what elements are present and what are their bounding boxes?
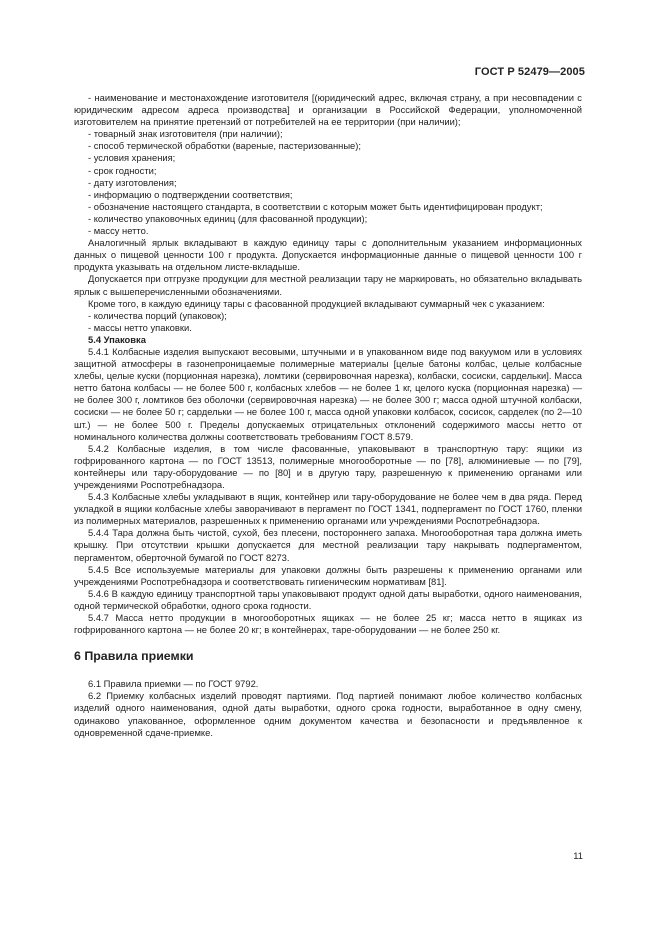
paragraph: 6.2 Приемку колбасных изделий проводят партиями. Под партией понимают любое количество колбасных изделий одного наименования, одной даты выработки, одного срока годности, выработанное в одну смену, одинаково упакованное, оформленное одним документом качества и безопасности и предъявленное к одновременной сдаче-приемке. — [74, 690, 582, 738]
section-heading: 6 Правила приемки — [74, 649, 194, 664]
paragraph: - товарный знак изготовителя (при наличии); — [88, 128, 283, 140]
page-number: 11 — [573, 850, 583, 861]
paragraph: - обозначение настоящего стандарта, в соответствии с которым может быть идентифицирован продукт; — [88, 200, 543, 212]
paragraph: Кроме того, в каждую единицу тары с фасованной продукцией вкладывают суммарный чек с указанием: — [88, 297, 545, 309]
paragraph: - количества порций (упаковок); — [88, 309, 227, 321]
paragraph: 5.4.1 Колбасные изделия выпускают весовыми, штучными и в упакованном виде под вакуумом или в условиях защитной атмосферы в газонепроницаемые полимерные материалы [целые батоны колбас, целые колбасные хлебы, целые куски (порционная нарезка), ломтики (сервировочная нарезка), колбаски, сосиски, сардельки]. Масса нетто батона колбасы — не более 500 г, колбасных хлебов — не более 1 кг, целого куска (порционная нарезка) — не более 300 г, ломтиков без оболочки (сервировочная нарезка) — не более 300 г; масса одной штучной колбаски, сосиски — не более 50 г; сардельки — не более 100 г, масса одной упаковки колбасок, сосисок, сарделек (по 2—10 шт.) — не более 500 г. Пределы допускаемых отрицательных отклонений содержимого массы нетто от номинального количества должны соответствовать требованиям ГОСТ 8.579. — [74, 345, 582, 442]
paragraph-group-b — [74, 346, 582, 636]
paragraph: 5.4.5 Все используемые материалы для упаковки должны быть разрешены к применению органами или учреждениями Роспотребнадзора и соответствовать гигиеническим нормативам [81]. — [74, 563, 582, 587]
paragraph: - наименование и местонахождение изготовителя [(юридический адрес, включая страну, а при несовпадении с юридическим адресом адреса производства] и организации в Российской Федерации, уполномоченной изготовителем на принятие претензий от потребителей на ее территории (при наличии); — [74, 92, 582, 128]
paragraph: 5.4.6 В каждую единицу транспортной тары упаковывают продукт одной даты выработки, одного наименования, одной термической обработки, одного срока годности. — [74, 587, 582, 611]
paragraph: - срок годности; — [88, 164, 157, 176]
paragraph: - массу нетто. — [88, 225, 149, 237]
paragraph: 5.4.7 Масса нетто продукции в многооборотных ящиках — не более 25 кг; масса нетто в ящиках из гофрированного картона — не более 20 кг; в контейнерах, таре-оборудовании — не более 250 кг. — [74, 612, 582, 636]
paragraph: Аналогичный ярлык вкладывают в каждую единицу тары с дополнительным указанием информационных данных о пищевой ценности 100 г продукта. Допускается информационные данные о пищевой ценности 100 г продукта указывать на отдельном листе-вкладыше. — [74, 237, 582, 273]
paragraph: 5.4.3 Колбасные хлебы укладывают в ящик, контейнер или тару-оборудование не более чем в два ряда. Перед укладкой в ящики колбасные хлебы заворачивают в пергамент по ГОСТ 1341, подпергамент по ГОСТ 1760, пленки из полимерных материалов, разрешенных к применению органами или учреждениями Роспотребнадзора. — [74, 491, 582, 527]
subsection-heading: 5.4 Упаковка — [88, 333, 146, 345]
page-header: ГОСТ Р 52479—2005 — [474, 66, 585, 78]
paragraph: - массы нетто упаковки. — [88, 321, 192, 333]
paragraph: 6.1 Правила приемки — по ГОСТ 9792. — [88, 678, 259, 690]
paragraph-group-a — [74, 92, 582, 334]
paragraph: - количество упаковочных единиц (для фасованной продукции); — [88, 212, 368, 224]
paragraph: - способ термической обработки (вареные, пастеризованные); — [88, 140, 361, 152]
paragraph: - информацию о подтверждении соответствия; — [88, 188, 293, 200]
paragraph: Допускается при отгрузке продукции для местной реализации тару не маркировать, но обязательно вкладывать ярлык с вышеперечисленными обозначениями. — [74, 273, 582, 297]
paragraph: - дату изготовления; — [88, 176, 177, 188]
paragraph: 5.4.2 Колбасные изделия, в том числе фасованные, упаковывают в транспортную тару: ящики из гофрированного картона — по ГОСТ 13513, полимерные многооборотные — по [78], алюминиевые — по [79], контейнеры или тару-оборудование — по [80] и в другую тару, разрешенную к применению органами или учреждениями Роспотребнадзора. — [74, 442, 582, 490]
paragraph: 5.4.4 Тара должна быть чистой, сухой, без плесени, постороннего запаха. Многооборотная тара должна иметь крышку. При отсутствии крышки допускается для местной реализации тару накрывать подпергаментом, пергаментом, оберточной бумагой по ГОСТ 8273. — [74, 527, 582, 563]
paragraph-group-c — [74, 678, 582, 738]
paragraph: - условия хранения; — [88, 152, 176, 164]
document-body — [74, 92, 582, 739]
